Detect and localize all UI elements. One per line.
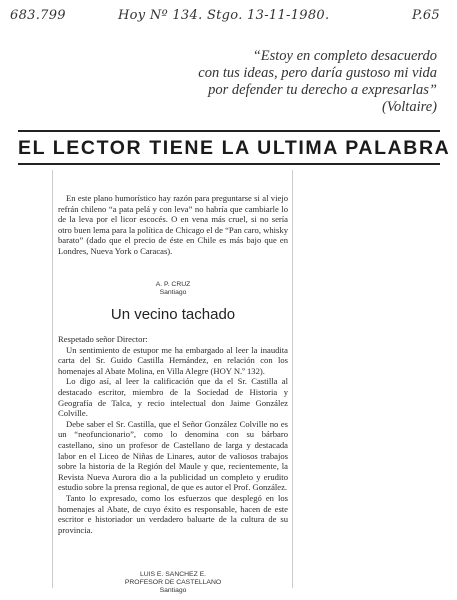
headline-rule-bottom bbox=[18, 163, 440, 165]
letter-2-salutation: Respetado señor Director: bbox=[58, 334, 148, 344]
letter-2-paragraph: Un sentimiento de estupor me ha embargado al leer la inaudita carta del Sr. Guido Castilla Hernández, en relación con los homenajes al Abate Molina, en Villa Alegre (HOY N.º 132). bbox=[58, 344, 288, 376]
quote-line: con tus ideas, pero daría gustoso mi vida bbox=[198, 65, 437, 81]
letter-1-signature-block bbox=[58, 281, 288, 297]
quote-author: (Voltaire) bbox=[381, 99, 437, 115]
letter-2-body bbox=[58, 334, 288, 535]
clipping-number: 683.799 bbox=[10, 8, 66, 23]
quote-line: “Estoy en completo desacuerdo bbox=[252, 48, 437, 64]
voltaire-quote bbox=[107, 48, 437, 116]
letter-1-signature: A. P. CRUZ bbox=[155, 281, 191, 288]
letter-2-role: PROFESOR DE CASTELLANO bbox=[124, 579, 222, 586]
clipping-edge-right bbox=[292, 170, 293, 588]
letter-2-paragraph: Debe saber el Sr. Castilla, que el Señor González Colville no es un “neofuncionario”, como lo denomina con su bárbaro castellano, sino un profesor de Castellano de larga y destacada labor en el Liceo de Niñas de Linares, autor de valiosos trabajos sobre la historia de la Región del Maule y que, recientemente, la Revista Nueva Aurora dio a la publicidad un completo y erudito estudio sobre la prensa regional, de que es autor el Prof. González. bbox=[58, 418, 288, 493]
clipping-source: Hoy Nº 134. Stgo. 13-11-1980. bbox=[118, 8, 330, 23]
quote-line: por defender tu derecho a expresarlas” bbox=[208, 82, 437, 98]
letter-2-signature: LUIS E. SANCHEZ E. bbox=[139, 571, 207, 578]
letter-2-city: Santiago bbox=[159, 587, 187, 594]
letter-1-paragraph: En este plano humorístico hay razón para preguntarse si al viejo refrán chileno “a pata pelá y con leva” no habría que cambiarle lo de la leva por el licor escocés. O en vena más cruel, si no sería otro buen lema para la política de Chicago el de “Pan caro, whisky barato” (dado que el precio de éste en Chile es más bajo que en Londres, Nueva York o Caracas). bbox=[58, 193, 288, 256]
letter-1-city: Santiago bbox=[159, 289, 187, 296]
letter-2-signature-block bbox=[58, 571, 288, 595]
clipping-page: P.65 bbox=[412, 8, 440, 23]
section-headline: EL LECTOR TIENE LA ULTIMA PALABRA bbox=[18, 137, 451, 159]
letter-2-title: Un vecino tachado bbox=[110, 306, 236, 323]
letter-2-paragraph: Tanto lo expresado, como los esfuerzos que desplegó en los homenajes al Abate, de cuyo éxito es responsable, hacen de este escritor e historiador un verdadero baluarte de la cultura de su provincia. bbox=[58, 492, 288, 535]
letter-2-paragraph: Lo digo así, al leer la calificación que da el Sr. Castilla al destacado escritor, miembro de la Sociedad de Historia y Geografía de Talca, y recio intelectual don Jaime González Colville. bbox=[58, 376, 288, 419]
letter-1-body bbox=[58, 193, 288, 257]
clipping-edge-left bbox=[52, 170, 53, 588]
headline-rule-top bbox=[18, 130, 440, 132]
